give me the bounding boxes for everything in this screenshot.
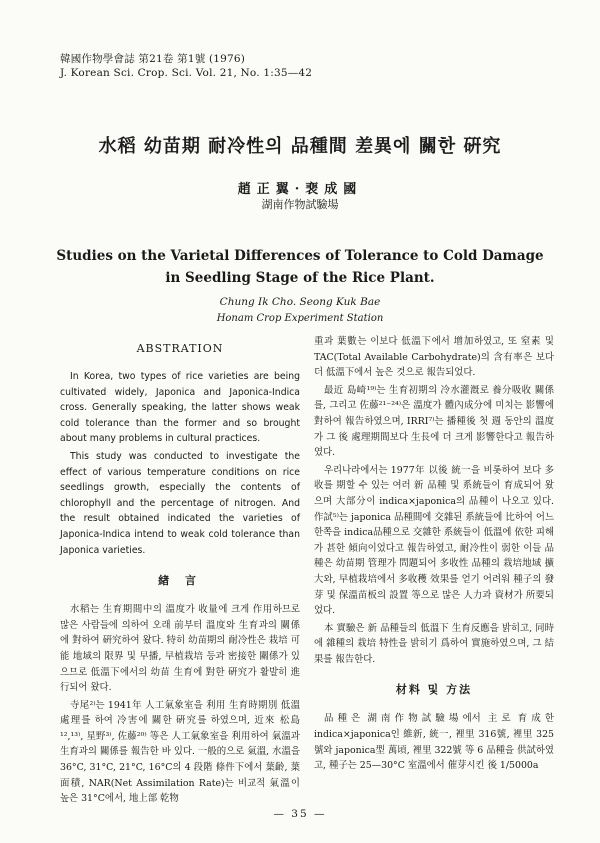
korean-affiliation: 湖南作物試驗場 <box>261 198 339 211</box>
introduction-paragraph: 水稻는 生育期間中의 溫度가 收量에 크게 作用하므로 많은 사람들에 의하여 오래 前부터 溫度와 生育과의 關係에 對하여 硏究하여 왔다. 特히 幼苗期의 耐冷性은 栽培 可能 地域의 限界 및 早播, 早植栽培 등과 密接한 關係가 있으므로 低溫下에서의 幼苗 生育에 對한 硏究가 활발히 進行되어 왔다. <box>60 604 300 694</box>
english-authors: Chung Ik Cho. Seong Kuk Bae <box>219 296 381 308</box>
journal-header-english: J. Korean Sci. Crop. Sci. Vol. 21, No. 1:35—42 <box>60 67 313 79</box>
right-column <box>314 334 554 776</box>
english-title-line1: Studies on the Varietal Differences of Tolerance to Cold Damage <box>56 248 544 264</box>
left-column <box>60 342 300 809</box>
body-paragraph: 重과 葉數는 이보다 低溫下에서 增加하였고, 또 窒素 및 TAC(Total Available Carbohydrate)의 含有率은 보다 더 低溫下에서 높은 것으로 報告되었다. <box>314 336 554 379</box>
english-title-line2: in Seedling Stage of the Rice Plant. <box>165 270 435 286</box>
english-title <box>0 245 600 289</box>
journal-header-korean: 韓國作物學會誌 第21卷 第1號 (1976) <box>60 53 246 65</box>
methods-heading: 材料 및 方法 <box>395 683 473 697</box>
korean-title: 水稻 幼苗期 耐冷性의 品種間 差異에 關한 硏究 <box>98 136 502 157</box>
introduction-heading: 緖 言 <box>158 574 202 588</box>
abstract-heading: ABSTRATION <box>136 342 224 355</box>
methods-paragraph: 品種은 湖南作物試驗場에서 主로 育成한 indica×japonica인 維新, 統一, 裡里 316號, 裡里 325號와 japonica型 萬頃, 裡里 322號 等 6 品種을 供試하였고, 種子는 25—30°C 室溫에서 催芽시킨 後 1/5000a <box>314 713 554 772</box>
korean-authors: 趙正翼·裵成國 <box>237 182 363 197</box>
english-affiliation: Honam Crop Experiment Station <box>216 313 384 324</box>
introduction-paragraph: 寺尾²⁾는 1941年 人工氣象室을 利用 生育時期別 低溫處理를 하여 冷害에 關한 硏究를 하였으며, 近來 松島¹²,¹³⁾, 星野³⁾, 佐藤²⁰⁾ 等은 人工氣象室을 利用하여 氣溫과 生育과의 關係를 報告한 바 있다. 一般的으로 氣溫, 水溫을 36°C, 31°C, 21°C, 16°C의 4 段階 條件下에서 葉齡, 葉面積, NAR(Net Assimilation Rate)는 비교적 氣溫이 높은 31°C에서, 地上部 乾物 <box>60 699 300 805</box>
body-paragraph: 最近 島崎¹⁹⁾는 生育初期의 冷水灌漑로 養分吸收 關係를, 그리고 佐藤²¹⁻²⁴⁾은 溫度가 體內成分에 미치는 影響에 對하여 報告하였으며, IRRI⁷⁾는 播種後 첫 週 동안의 溫度가 그 後 處理期間보다 生長에 더 크게 影響한다고 報告하였다. <box>314 384 554 459</box>
body-paragraph: 本 實驗은 新 品種들의 低溫下 生育反應을 밝히고, 同時에 雜種의 栽培 特性을 밝히기 爲하여 實施하였으며, 그 結果를 報告한다. <box>314 622 554 665</box>
abstract-paragraph: This study was conducted to investigate the effect of various temperature conditions on rice seedlings growth, especially the contents of chlorophyll and the percentage of nitrogen. And the result obtained indicated the varieties of Japonica-Indica intend to weak cold tolerance than Japonica varieties. <box>60 450 300 556</box>
journal-header <box>60 52 312 80</box>
body-paragraph: 우리나라에서는 1977年 以後 統一을 비롯하여 보다 多收를 期할 수 있는 여러 新 品種 및 系統들이 育成되어 왔으며 大部分이 indica×japonica의 品種이 나오고 있다. 作試⁵⁾는 japonica 品種間에 交雜된 系統들에 比하여 어느 한쪽을 indica品種으로 交雜한 系統들이 低溫에 依한 피해가 甚한 傾向이었다고 報告하였고, 耐冷性이 弱한 이들 品種은 幼苗期 管理가 問題되어 多收性 品種의 栽培地域 擴大와, 早植栽培에서 多收穫 效果를 얻기 어려워 種子의 發芽 및 保溫苗板의 設置 等으로 많은 人力과 資材가 所要되었다. <box>314 464 554 617</box>
page-number: — 35 — <box>273 808 327 820</box>
abstract-paragraph: In Korea, two types of rice varieties are being cultivated widely, Japonica and Japonica-Indica cross. Generally speaking, the latter shows weak cold tolerance than the former and so brought about many problems in cultural practices. <box>60 371 300 445</box>
